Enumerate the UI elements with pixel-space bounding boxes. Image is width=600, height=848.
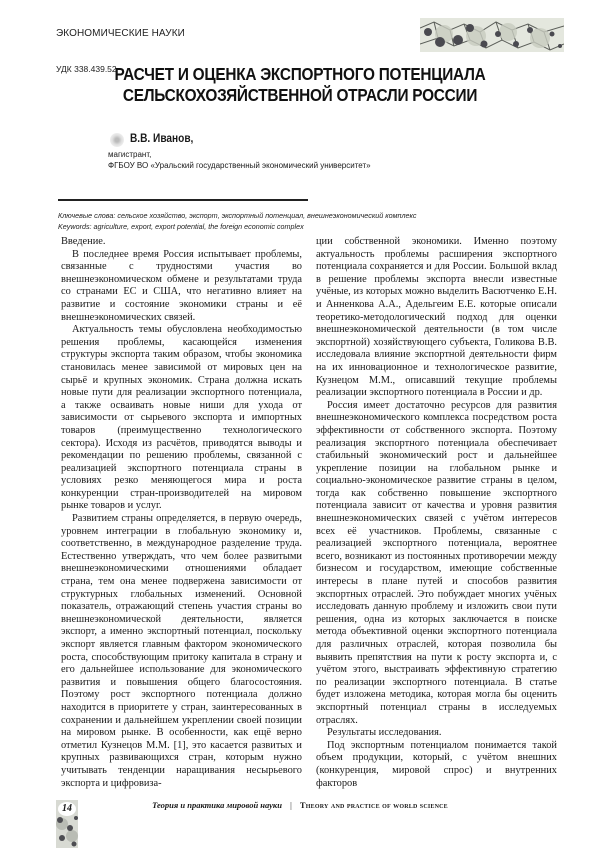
author-role: магистрант, bbox=[108, 150, 152, 159]
section-heading-results: Результаты исследования. bbox=[327, 727, 442, 739]
body-column-left bbox=[61, 236, 302, 790]
journal-footer bbox=[0, 800, 600, 810]
body-paragraph: Развитием страны определяется, в первую очередь, уровнем интеграции в глобальную экономику и, соответственно, в международное разделение труда. Естественно утверждать, что чем более развитыми внешнеэкономическими отношениями обладает страна, тем она менее подвержена зависимости от структурных глобальных изменений. Основной показатель, отражающий степень участия страны во внешнеэкономической деятельности, является экспорт, а именно экспортный потенциал, поскольку экспорт является главным фактором экономического роста, способствующим притоку капитала в страну и его дальнейшее использование для экономического развития и повышения общего благосостояния. Поэтому рост экспортного потенциала должно находится в приоритете у стран, заинтересованных в сохранении и дальнейшем укреплении своей позиции на мировом рынке. В особенности, как ещё верно отметил Кузнецов М.М. [1], это касается развитых и крупных развивающихся стран, которым нужно учитывать тенденции наращивания несырьевого экспорта и цифровиза- bbox=[61, 513, 302, 789]
molecule-pattern-graphic bbox=[420, 18, 564, 52]
author-emblem-icon bbox=[110, 133, 124, 147]
journal-title-en: Theory and practice of world science bbox=[299, 800, 448, 810]
molecule-pattern-icon bbox=[420, 18, 564, 52]
section-heading-introduction: Введение. bbox=[61, 236, 106, 247]
keywords-en: Keywords: agriculture, export, export potential, the foreign economic complex bbox=[58, 222, 304, 231]
body-paragraph: В последнее время Россия испытывает проблемы, связанные с трудностями участия во внешнеэкономическом обмене и результатами труда со странами ЕС и США, что негативно влияет на развитие и состояние экономики страны и её внешнеэкономических связей. bbox=[61, 248, 302, 323]
journal-section-label: ЭКОНОМИЧЕСКИЕ НАУКИ bbox=[56, 28, 185, 39]
body-paragraph: Россия имеет достаточно ресурсов для развития внешнеэкономического комплекса посредством роста эффективности от собственного экспорта. Поэтому реализация экспортного потенциала обеспечивает стабильный экономический рост и дальнейшее укрепление позиции на глобальном рынке и социально-экономическое развитие страны в целом, тогда как собственно повышение экспортного потенциала зависит от качества и уровня развития внешнеэкономических связей с учётом интересов всех её участников. Проблемы, связанные с реализацией экспортного потенциала, вероятнее всего, возникают из постоянных противоречии между бизнесом и государством, имеющие собственные интересы в плане путей и способов развития экспортных отраслей. Это побуждает многих учёных исследовать данную проблему и изложить свои пути решения, одна из которых заключается в поиске метода объективной оценки экспортного потенциала для различных отраслей, которая позволила бы выявить препятствия на пути к росту экспорта и, с учётом этого, выстраивать эффективную стратегию по реализации экспортного потенциала. В статье будет изложена методика, которая могла бы оценить экспортный потенциал страны в исследуемых отраслях. bbox=[316, 399, 557, 726]
article-title-line-1: РАСЧЕТ И ОЦЕНКА ЭКСПОРТНОГО ПОТЕНЦИАЛА bbox=[114, 64, 486, 84]
body-paragraph: Актуальность темы обусловлена необходимостью решения проблемы, касающейся изменения структуры экспорта таким образом, чтобы экономика становилась менее зависимой от мировых цен на сырьё и крупных экономик. Страна должна искать новые пути для реализации экспортного потенциала, а также осваивать новые ниши для ухода от зависимости от сырьевого экспорта и импортных товаров (преимущественно технологического сектора). Исходя из расчётов, приводятся выводы и рекомендации по решению проблемы, связанной с реализацией экспортного потенциала страны в условиях резко меняющегося мира и роста конкуренции стран-производителей на мировом рынке товаров и услуг. bbox=[61, 324, 302, 512]
author-organization: ФГБОУ ВО «Уральский государственный экономический университет» bbox=[108, 161, 371, 170]
body-paragraph: Под экспортным потенциалом понимается такой объем продукции, который, с учётом внешних (конкуренция, мировой спрос) и внутренних факторов bbox=[316, 739, 557, 789]
author-name: В.В. Иванов, bbox=[130, 133, 194, 145]
journal-title-ru: Теория и практика мировой науки bbox=[152, 800, 282, 810]
header-divider bbox=[58, 199, 308, 201]
article-title-line-2: СЕЛЬСКОХОЗЯЙСТВЕННОЙ ОТРАСЛИ РОССИИ bbox=[122, 85, 478, 105]
udk-code: УДК 338.439.52 bbox=[56, 64, 117, 74]
body-paragraph-continued: ции собственной экономики. Именно поэтому актуальность проблемы расширения экспортного потенциала сохраняется и для России. Большой вклад в решение проблемы экспорта внесли известные учёные, из которых можно выделить Васютченко Е.Н. и Анненкова А.А., Адельгеим Е.Е. которые описали теоретико-методологический подход для оценки внешнеэкономической деятельности (в том числе экспортной) хозяйствующего субъекта, Голикова В.В. исследовала влияние экспортной деятельности фирм на их инновационное и технологическое развитие, Кузнецом М.М., описавший текущие проблемы реализации экспортного потенциала в России и др. bbox=[316, 236, 557, 399]
article-title bbox=[36, 64, 564, 106]
body-column-right bbox=[316, 236, 557, 790]
page-number: 14 bbox=[58, 802, 76, 816]
keywords-ru: Ключевые слова: сельское хозяйство, экспорт, экспортный потенциал, внешнеэкономический комплекс bbox=[58, 211, 417, 220]
journal-title-separator: | bbox=[290, 800, 292, 810]
